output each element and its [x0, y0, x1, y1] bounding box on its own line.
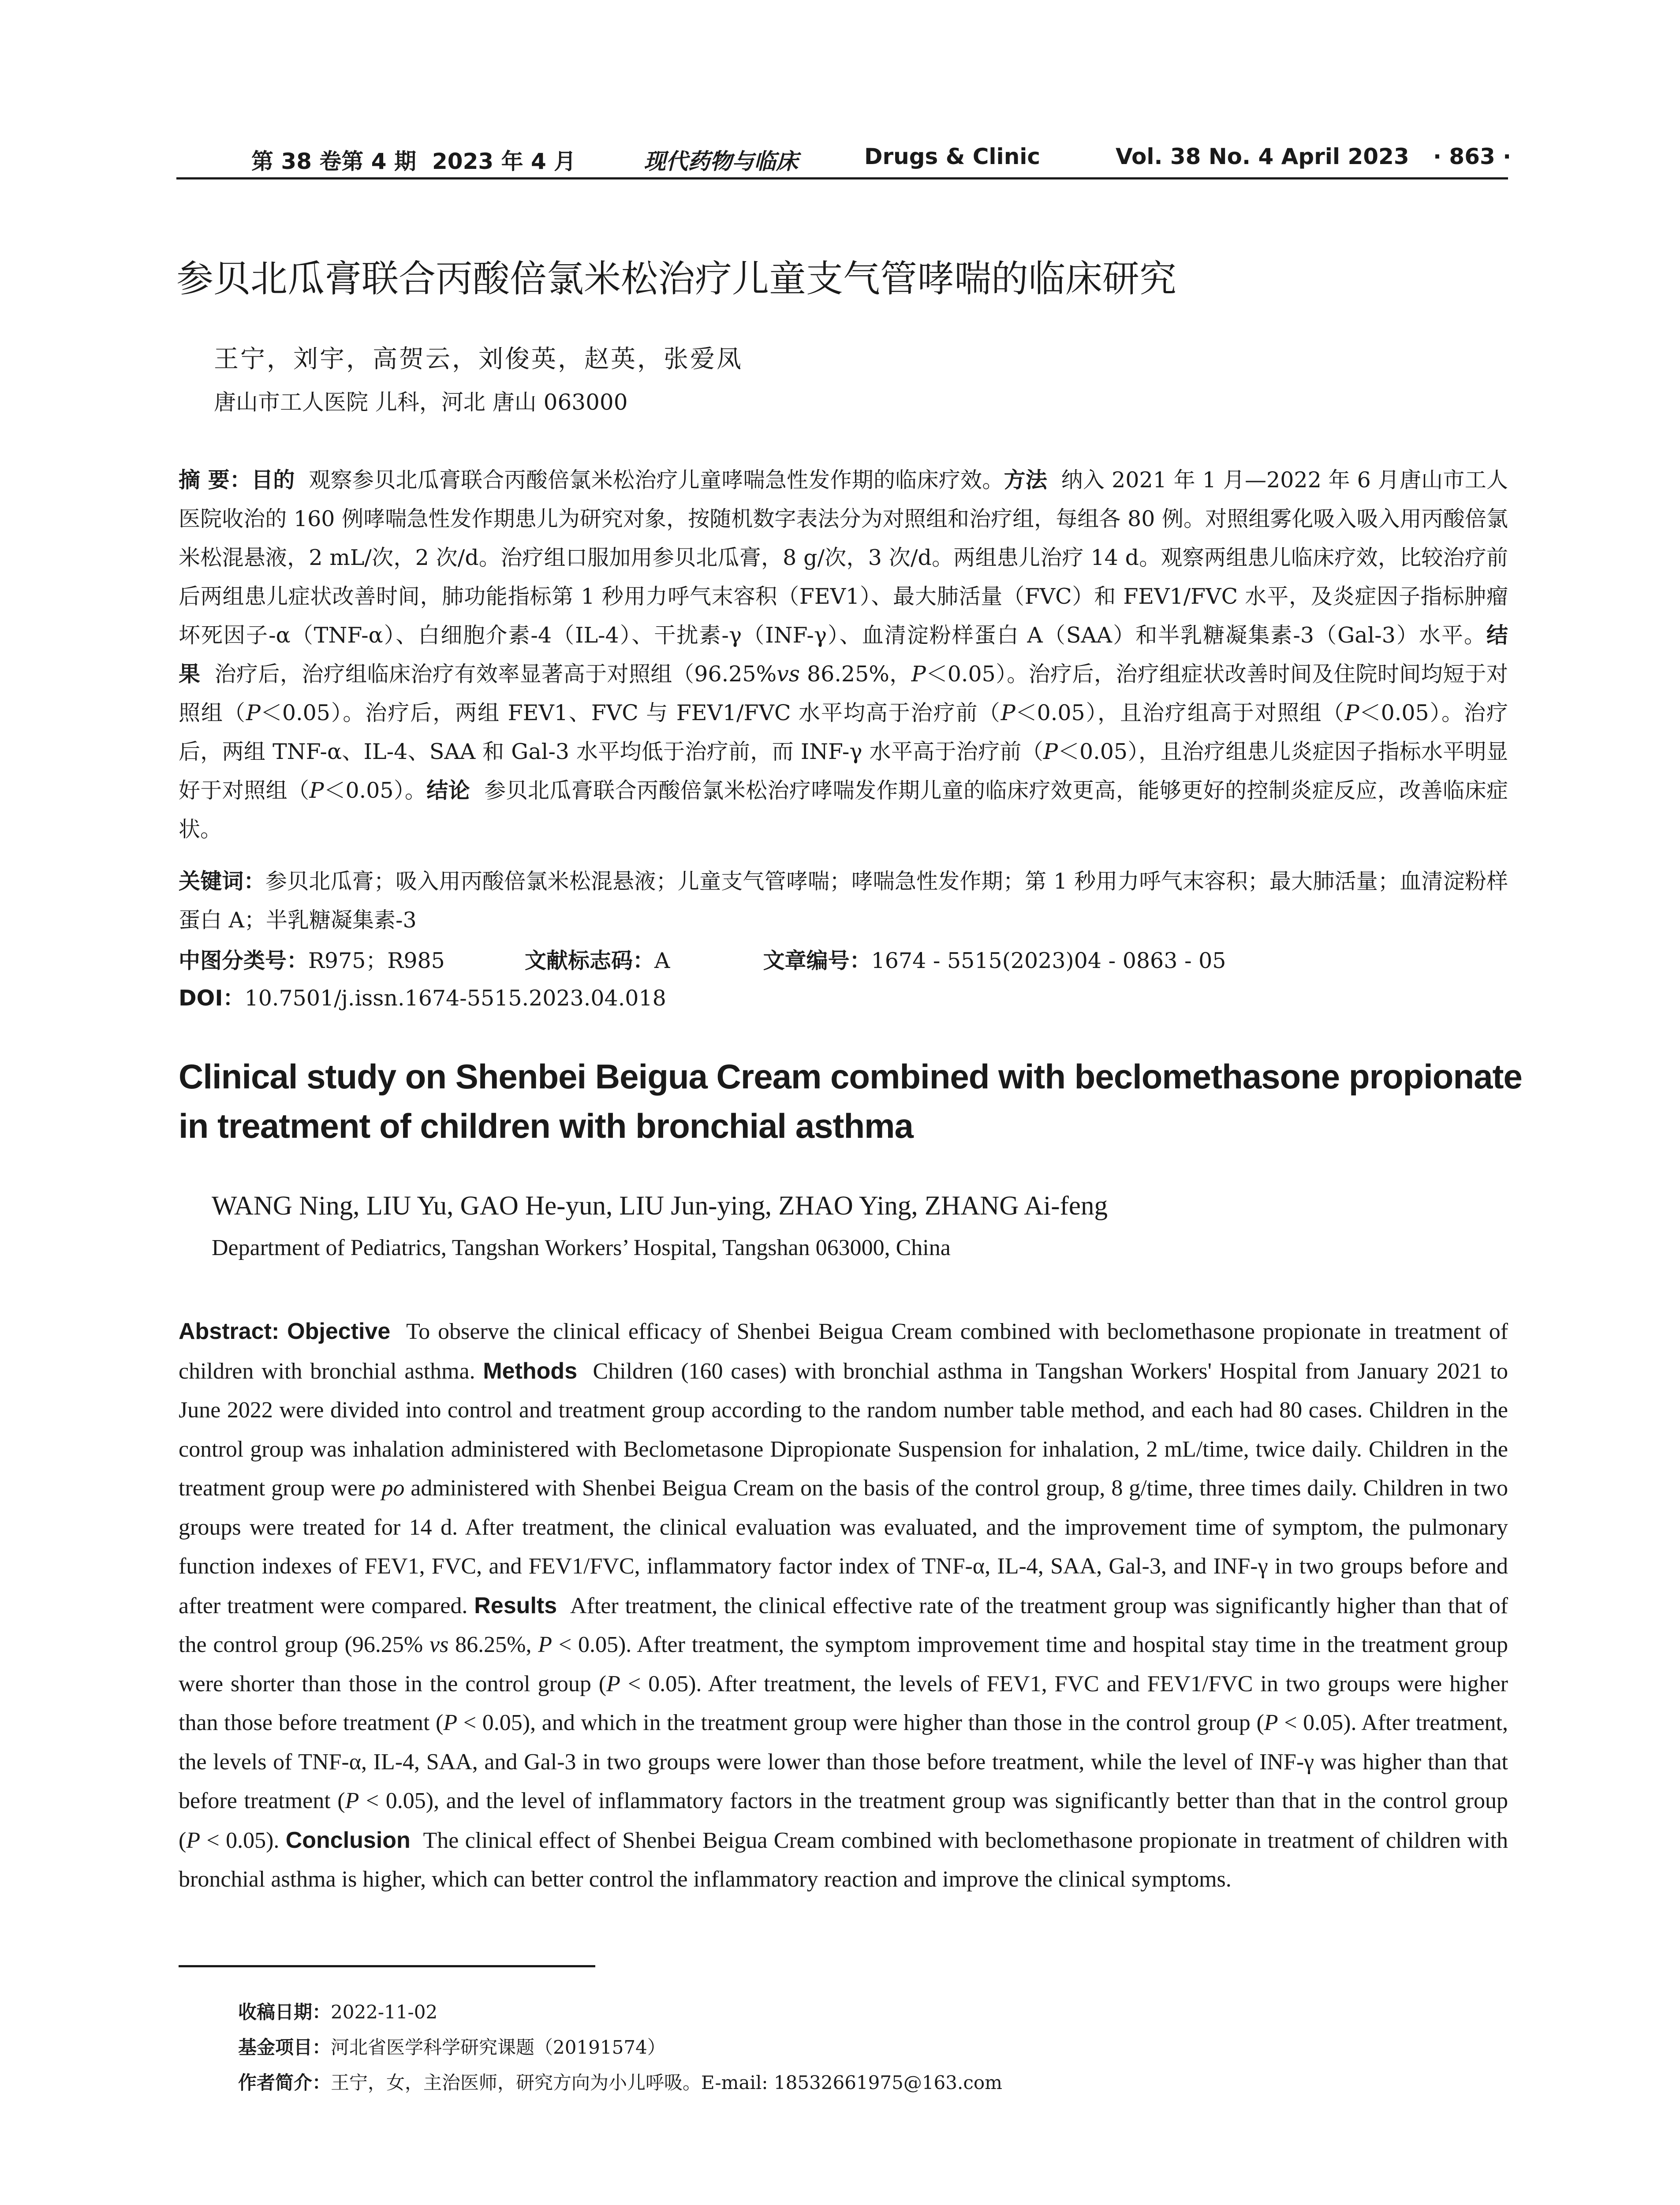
cn-p-symbol: P [1001, 700, 1015, 725]
en-p-symbol: P [538, 1632, 553, 1657]
en-results-text: < 0.05), and which in the treatment group were higher than those in the control group ( [463, 1710, 1264, 1735]
en-abstract [179, 1312, 1508, 1938]
running-header [176, 140, 1512, 180]
header-journal-en: Drugs & Clinic [864, 144, 1041, 169]
author-bio-label: 作者简介： [238, 2072, 331, 2093]
cn-keywords [179, 862, 1508, 942]
en-results-text: < 0.05). [206, 1828, 280, 1853]
en-p-symbol: P [443, 1710, 458, 1735]
en-results-label: Results [474, 1592, 557, 1618]
cn-p-symbol: P [246, 700, 261, 725]
cn-abstract-label: 摘 要： [179, 467, 252, 493]
cn-methods: 纳入 2021 年 1 月—2022 年 6 月唐山市工人医院收治的 160 例哮喘急性发作期患儿为研究对象，按随机数字表法分为对照组和治疗组，每组各 80 例。对照组雾化吸入吸入用丙酸倍氯米松混悬液，2 mL/次，2 次/d。治疗组口服加用参贝北瓜膏，8 g/次，3 次/d。两组患儿治疗 14 d。观察两组患儿临床疗效，比较治疗前后两组患儿症状改善时间，肺功能指标第 1 秒用力呼气末容积（FEV1）、最大肺活量（FVC）和 FEV1/FVC 水平，及炎症因子指标肿瘤坏死因子-α（TNF-α）、白细胞介素-4（IL-4）、干扰素-γ（INF-γ）、血清淀粉样蛋白 A（SAA）和半乳糖凝集素-3（Gal-3）水平。 [179, 467, 1508, 648]
cn-conclusion: 参贝北瓜膏联合丙酸倍氯米松治疗哮喘发作期儿童的临床疗效更高，能够更好的控制炎症反应，改善临床症状。 [179, 778, 1508, 842]
en-p-symbol: P [345, 1788, 359, 1813]
cn-classification-line [179, 944, 1226, 975]
footnote-fund [238, 2033, 666, 2059]
cn-conclusion-label: 结论 [426, 778, 470, 803]
en-results-text: < 0.05). After treatment, the levels of FEV1, FVC and FEV1/FVC in two groups were higher than those before treatment ( [179, 1671, 1508, 1735]
cn-authors: 王宁，刘宇，高贺云，刘俊英，赵英，张爱凤 [214, 345, 743, 374]
doi-label: DOI： [179, 986, 245, 1011]
cn-results-label: 结果 [179, 623, 1508, 687]
en-p-symbol: P [186, 1828, 201, 1853]
en-results-text: After treatment, the clinical effective rate of the treatment group was significantly higher than that of the control group (96.25% [179, 1593, 1508, 1657]
cn-results-text: ＜0.05）。治疗后，两组 FEV1、FVC 与 FEV1/FVC 水平均高于治疗前（ [260, 700, 1001, 725]
footnote-rule [179, 1965, 595, 1967]
en-p-symbol: P [1264, 1710, 1278, 1735]
cn-p-symbol: P [911, 662, 926, 687]
en-affiliation: Department of Pediatrics, Tangshan Workers’ Hospital, Tangshan 063000, China [212, 1235, 951, 1260]
en-p-symbol: P [606, 1671, 620, 1697]
en-methods-label: Methods [483, 1358, 578, 1384]
cn-results-text: ＜0.05）。 [324, 778, 427, 803]
received-date: 2022-11-02 [331, 2001, 438, 2023]
cn-vs: vs [777, 662, 800, 687]
author-bio-value: 王宁，女，主治医师，研究方向为小儿呼吸。E-mail: 18532661975@163.com [331, 2072, 1002, 2093]
header-issue-en: Vol. 38 No. 4 April 2023 [1116, 144, 1409, 169]
fund-value: 河北省医学科学研究课题（20191574） [331, 2037, 666, 2058]
received-label: 收稿日期： [238, 2001, 331, 2023]
doi-value: 10.7501/j.issn.1674-5515.2023.04.018 [244, 986, 666, 1011]
header-rule [176, 177, 1508, 179]
en-vs: vs [429, 1632, 449, 1657]
header-date-cn: 2023 年 4 月 [432, 149, 576, 174]
fund-label: 基金项目： [238, 2037, 331, 2058]
en-po: po [381, 1476, 405, 1501]
cn-objective: 观察参贝北瓜膏联合丙酸倍氯米松治疗儿童哮喘急性发作期的临床疗效。 [309, 467, 1004, 493]
cn-affiliation: 唐山市工人医院 儿科，河北 唐山 063000 [214, 389, 628, 415]
cn-results-text: ＜0.05），且治疗组高于对照组（ [1015, 700, 1345, 725]
doi-line [179, 981, 666, 1012]
cn-results-text: ＜0.05）。治疗后，治疗组症状改善时间及住院时间均短于对照组（ [179, 662, 1508, 725]
article-number-value: 1674 - 5515(2023)04 - 0863 - 05 [871, 948, 1226, 973]
cn-results-text: ＜0.05），且治疗组患儿炎症因子指标水平明显好于对照组（ [179, 739, 1508, 803]
cn-methods-label: 方法 [1004, 467, 1048, 493]
cn-keywords-text: 参贝北瓜膏；吸入用丙酸倍氯米松混悬液；儿童支气管哮喘；哮喘急性发作期；第 1 秒用力呼气末容积；最大肺活量；血清淀粉样蛋白 A；半乳糖凝集素-3 [179, 869, 1508, 933]
article-number-label: 文章编号： [763, 948, 871, 973]
header-page-number: · 863 · [1433, 144, 1512, 169]
doc-code-label: 文献标志码： [525, 948, 655, 973]
en-results-text: < 0.05). After treatment, the levels of TNF-α, IL-4, SAA, and Gal-3 in two groups were lower than those before treatment, while the level of INF-γ was higher than that before treatment ( [179, 1710, 1508, 1813]
en-conclusion: The clinical effect of Shenbei Beigua Cream combined with beclomethasone propionate in treatment of children with bronchial asthma is higher, which can better control the inflammatory reaction and improve the clinical symptoms. [179, 1828, 1508, 1892]
cn-p-symbol: P [309, 778, 324, 803]
footnote-received [238, 1998, 437, 2024]
en-authors: WANG Ning, LIU Yu, GAO He-yun, LIU Jun-ying, ZHAO Ying, ZHANG Ai-feng [212, 1191, 1108, 1221]
header-journal-cn: 现代药物与临床 [644, 148, 798, 174]
cn-p-symbol: P [1043, 739, 1058, 764]
en-objective-label: Objective [287, 1319, 391, 1344]
en-results-text: < 0.05). After treatment, the symptom improvement time and hospital stay time in the treatment group were shorter than those in the control group ( [179, 1632, 1508, 1697]
en-methods-text: Children (160 cases) with bronchial asthma in Tangshan Workers' Hospital from January 2021 to June 2022 were divided into control and treatment group according to the random number table method, and each had 80 cases. Children in the control group was inhalation administered with Beclometasone Dipropionate Suspension for inhalation, 2 mL/time, twice daily. Children in the treatment group were [179, 1358, 1508, 1501]
cn-results-text: 治疗后，治疗组临床治疗有效率显著高于对照组（96.25% [214, 662, 777, 687]
en-results-text: < 0.05), and the level of inflammatory factors in the treatment group was significantly better than that in the control group ( [179, 1788, 1508, 1853]
doc-code-value: A [654, 948, 670, 973]
en-methods-text: administered with Shenbei Beigua Cream on the basis of the control group, 8 g/time, three times daily. Children in two groups were treated for 14 d. After treatment, the clinical evaluation was evaluated, and the improvement time of symptom, the pulmonary function indexes of FEV1, FVC, and FEV1/FVC, inflammatory factor index of TNF-α, IL-4, SAA, Gal-3, and INF-γ in two groups before and after treatment were compared. [179, 1476, 1508, 1618]
cn-keywords-label: 关键词： [179, 869, 265, 894]
en-title: Clinical study on Shenbei Beigua Cream combined with beclomethasone propionate in treatment of children with bronchial asthma [179, 1057, 1522, 1145]
cn-p-symbol: P [1344, 700, 1359, 725]
cn-title: 参贝北瓜膏联合丙酸倍氯米松治疗儿童支气管哮喘的临床研究 [176, 257, 1177, 300]
header-issue-cn: 第 38 卷第 4 期 [251, 149, 416, 174]
en-results-text: 86.25%, [455, 1632, 532, 1657]
cn-results-text: 86.25%， [807, 662, 911, 687]
cn-results-text: ＜0.05）。治疗后，两组 TNF-α、IL-4、SAA 和 Gal-3 水平均低于治疗前，而 INF-γ 水平高于治疗前（ [179, 700, 1508, 764]
clc-value: R975；R985 [308, 948, 445, 973]
footnote-author [238, 2068, 1002, 2095]
clc-label: 中图分类号： [179, 948, 309, 973]
cn-objective-label: 目的 [251, 467, 295, 493]
cn-abstract [179, 461, 1508, 875]
en-abstract-label: Abstract: [179, 1319, 280, 1344]
en-objective: To observe the clinical efficacy of Shenbei Beigua Cream combined with beclomethasone propionate in treatment of children with bronchial asthma. [179, 1319, 1508, 1384]
en-conclusion-label: Conclusion [285, 1827, 411, 1853]
